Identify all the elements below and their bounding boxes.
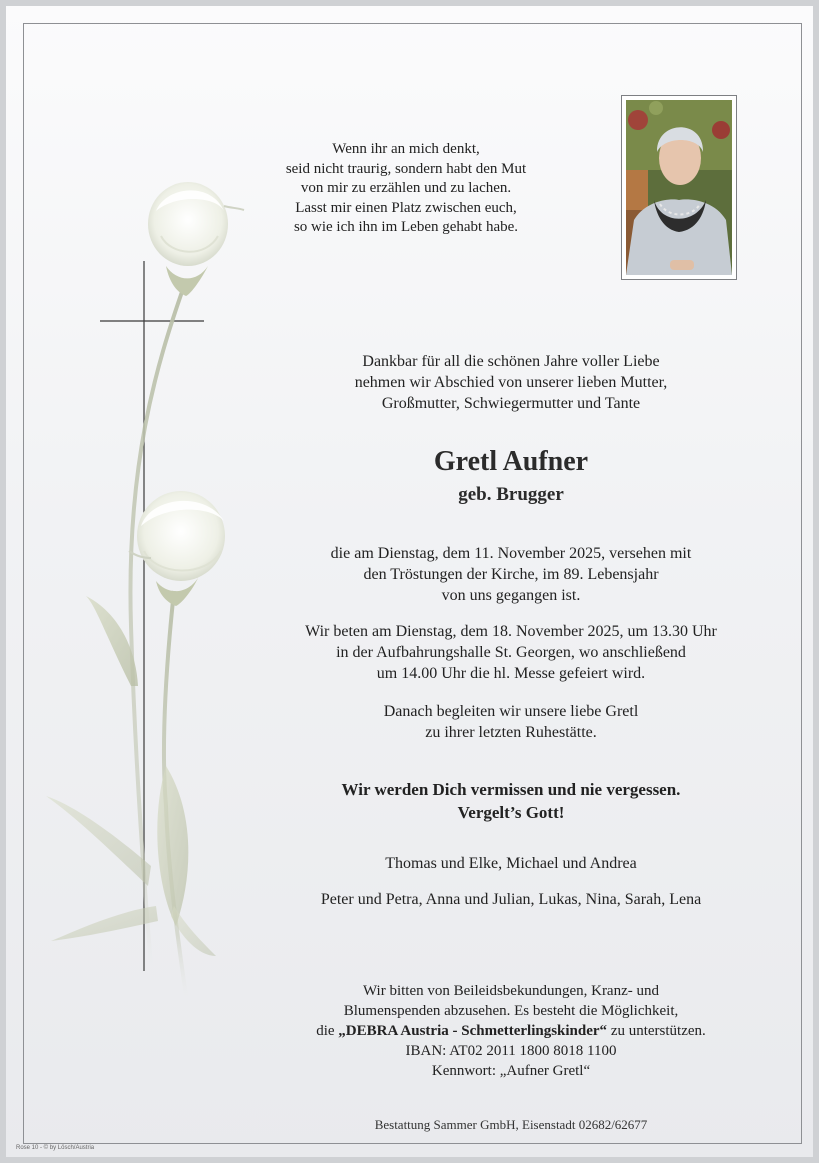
burial-notice-line: zu ihrer letzten Ruhestätte. [425, 724, 597, 741]
poem-line: Lasst mir einen Platz zwischen euch, [295, 199, 517, 216]
intro-line: nehmen wir Abschied von unserer lieben Mutter, [354, 374, 668, 391]
donation-prefix: die [316, 1023, 339, 1039]
portrait-photo [621, 95, 737, 280]
donation-iban: IBAN: AT02 2011 1800 8018 1100 [405, 1043, 617, 1059]
intro-line: Dankbar für all die schönen Jahre voller Liebe [362, 353, 660, 370]
prayer-notice [206, 621, 816, 684]
death-notice-line: die am Dienstag, dem 11. November 2025, versehen mit [330, 545, 692, 562]
undertaker-info: Bestattung Sammer GmbH, Eisenstadt 02682/62677 [374, 1117, 648, 1132]
burial-notice-line: Danach begleiten wir unsere liebe Gretl [383, 703, 639, 720]
farewell-line: Vergelt’s Gott! [457, 803, 565, 822]
portrait-icon [626, 100, 732, 275]
donation-request [206, 981, 816, 1081]
family-line-2: Peter und Petra, Anna und Julian, Lukas, Nina, Sarah, Lena [320, 891, 702, 908]
donation-suffix: zu unterstützen. [607, 1023, 706, 1039]
donation-line: Wir bitten von Beileidsbekundungen, Kranz- und [363, 983, 659, 999]
intro-line: Großmutter, Schwiegermutter und Tante [381, 395, 641, 412]
family-line-1: Thomas und Elke, Michael und Andrea [385, 855, 637, 872]
poem [216, 140, 596, 238]
donation-line: Blumenspenden abzusehen. Es besteht die Möglichkeit, [343, 1003, 679, 1019]
farewell-line: Wir werden Dich vermissen und nie vergessen. [341, 780, 681, 799]
poem-line: seid nicht traurig, sondern habt den Mut [285, 160, 527, 177]
image-credit: Rose 10 - © by Lösch/Austria [16, 1145, 95, 1151]
burial-notice [206, 701, 816, 743]
deceased-name: Gretl Aufner [433, 446, 589, 477]
farewell-text [206, 778, 816, 824]
prayer-notice-line: um 14.00 Uhr die hl. Messe gefeiert wird. [376, 665, 646, 682]
poem-line: von mir zu erzählen und zu lachen. [300, 180, 512, 196]
maiden-name: geb. Brugger [458, 484, 564, 505]
death-notice-line: den Tröstungen der Kirche, im 89. Lebensjahr [363, 566, 659, 583]
donation-line-organization [206, 1021, 816, 1041]
obituary-sheet [6, 6, 813, 1157]
roses-cross-icon [26, 166, 256, 1066]
prayer-notice-line: in der Aufbahrungshalle St. Georgen, wo anschließend [336, 644, 686, 661]
prayer-notice-line: Wir beten am Dienstag, dem 18. November 2025, um 13.30 Uhr [305, 623, 717, 640]
donation-organization: „DEBRA Austria - Schmetterlingskinder“ [338, 1023, 608, 1039]
donation-reference: Kennwort: „Aufner Gretl“ [431, 1063, 591, 1079]
death-notice [206, 543, 816, 606]
death-notice-line: von uns gegangen ist. [441, 587, 581, 604]
poem-line: Wenn ihr an mich denkt, [332, 141, 480, 157]
poem-line: so wie ich ihn im Leben gehabt habe. [293, 219, 519, 235]
intro-text [206, 351, 816, 414]
